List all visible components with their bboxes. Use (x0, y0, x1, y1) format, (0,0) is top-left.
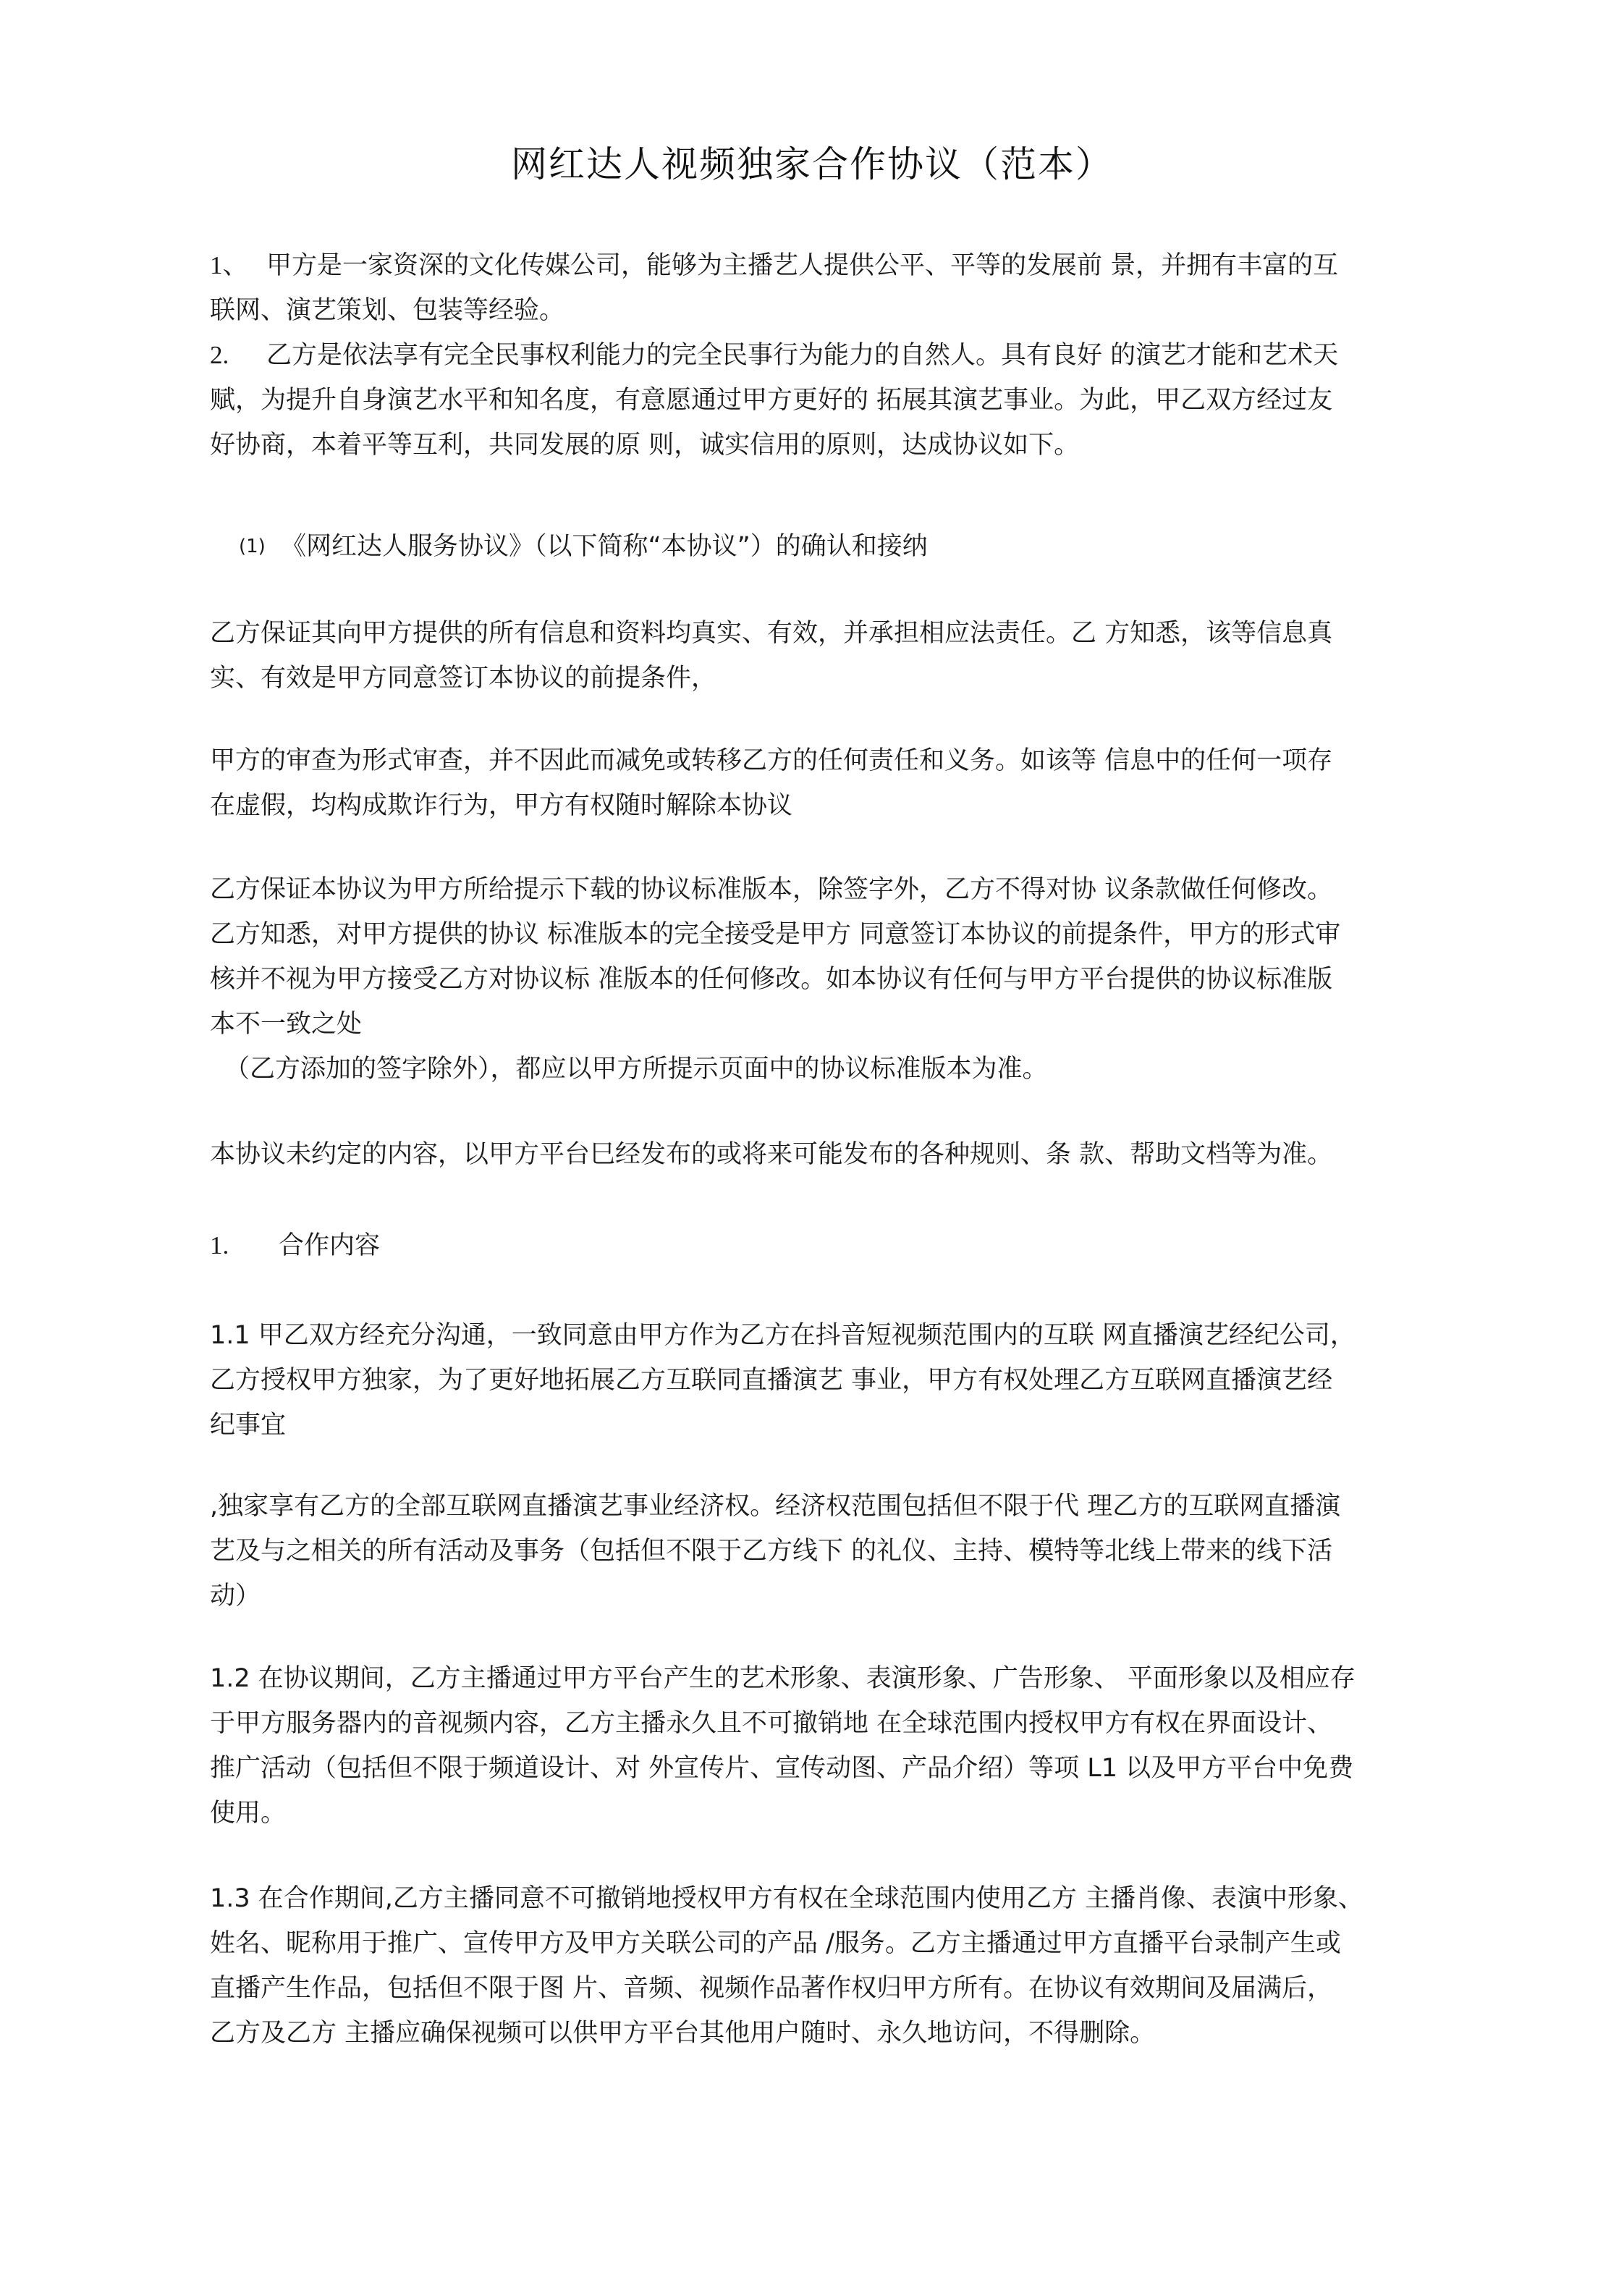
text-line: 乙方知悉，对甲方提供的协议 标准版本的完全接受是甲方 同意签订本协议的前提条件，甲方的形式审 (210, 920, 1341, 949)
section-heading (210, 1223, 1440, 1268)
text-line: 本协议未约定的内容，以甲方平台巳经发布的或将来可能发布的各种规则、条 款、帮助文档等为准。 (210, 1140, 1333, 1169)
text-line: 甲方的审查为形式审查，并不因此而减免或转移乙方的任何责任和义务。如该等 信息中的任何一项存 (210, 746, 1333, 775)
text-line: 艺及与之相关的所有活动及事务（包括但不限于乙方线下 的礼仪、主持、模特等北线上带来的线下活 (210, 1537, 1333, 1566)
text-line: 赋，为提升自身演艺水平和知名度，有意愿通过甲方更好的 拓展其演艺事业。为此，甲乙双方经过友 (210, 386, 1333, 415)
sub-heading (239, 524, 928, 569)
text-line: （乙方添加的签字除外），都应以甲方所提示页面中的协议标准版本为准。 (224, 1055, 1048, 1084)
intro-item-1 (210, 243, 1440, 333)
text-line: 姓名、昵称用于推广、宣传甲方及甲方关联公司的产品 /服务。乙方主播通过甲方直播平台录制产生或 (210, 1929, 1341, 1958)
text-line: 本不一致之处 (210, 1010, 363, 1039)
sub-heading-number: (1) (239, 536, 266, 557)
text-line: 乙方保证本协议为甲方所给提示下载的协议标准版本，除签字外，乙方不得对协 议条款做任何修改。 (210, 875, 1333, 904)
clause-1-2 (210, 1656, 1440, 1836)
text-line: 1.1 甲乙双方经充分沟通，一致同意由甲方作为乙方在抖音短视频范围内的互联 网直播演艺经纪公司， (210, 1321, 1356, 1350)
text-line: 实、有效是甲方同意签订本协议的前提条件， (210, 664, 717, 693)
text-line: 核并不视为甲方接受乙方对协议标 准版本的任何修改。如本协议有任何与甲方平台提供的协议标准版 (210, 965, 1333, 994)
text-line: 乙方授权甲方独家，为了更好地拓展乙方互联同直播演艺 事业，甲方有权处理乙方互联网直播演艺经 (210, 1366, 1333, 1395)
text-line: 1.3 在合作期间,乙方主播同意不可撤销地授权甲方有权在全球范围内使用乙方 主播肖像、表演中形象、 (210, 1884, 1364, 1913)
text-line (210, 243, 1440, 288)
paragraph-2 (210, 738, 1440, 828)
text-line: 在虚假，均构成欺诈行为，甲方有权随时解除本协议 (210, 791, 793, 820)
document-title: 网红达人视频独家合作协议（范本） (511, 143, 1113, 185)
text-line: 于甲方服务器内的音视频内容，乙方主播永久且不可撤销地 在全球范围内授权甲方有权在界面设计、 (210, 1709, 1333, 1738)
list-number: 2. (210, 341, 229, 369)
paragraph-4 (210, 1132, 1440, 1177)
text-line: 使用。 (210, 1799, 287, 1828)
text-line: 纪事宜 (210, 1411, 287, 1440)
text-line: 直播产生作品，包括但不限于图 片、音频、视频作品著作权归甲方所有。在协议有效期间及届满后， (210, 1974, 1333, 2003)
text-line (210, 333, 1440, 378)
text-line: 动） (210, 1582, 261, 1611)
intro-item-2 (210, 333, 1440, 468)
text-line: 联网、演艺策划、包装等经验。 (210, 296, 565, 325)
text-line: 好协商，本着平等互利，共同发展的原 则，诚实信用的原则，达成协议如下。 (210, 431, 1080, 460)
text-line: ,独家享有乙方的全部互联网直播演艺事业经济权。经济权范围包括但不限于代 理乙方的互联网直播演 (210, 1492, 1341, 1521)
clause-1-1 (210, 1313, 1440, 1448)
line-text: 乙方是依法享有完全民事权利能力的完全民事行为能力的自然人。具有良好 的演艺才能和艺术天 (266, 341, 1339, 370)
section-title: 合作内容 (279, 1231, 381, 1260)
clause-1-1-continued (210, 1484, 1440, 1618)
text-line: 推广活动（包括但不限于频道设计、对 外宣传片、宣传动图、产品介绍）等项 L1 以及甲方平台中免费 (210, 1754, 1354, 1783)
paragraph-1 (210, 611, 1440, 701)
text-line (210, 1223, 1440, 1268)
text-line: 1.2 在协议期间，乙方主播通过甲方平台产生的艺术形象、表演形象、广告形象、 平面形象以及相应存 (210, 1664, 1356, 1693)
sub-heading-text: 《网红达人服务协议》（以下简称“本协议”）的确认和接纳 (281, 532, 928, 561)
text-line: 乙方保证其向甲方提供的所有信息和资料均真实、有效，并承担相应法责任。乙 方知悉，该等信息真 (210, 619, 1333, 648)
clause-1-3 (210, 1876, 1440, 2056)
section-number: 1. (210, 1231, 229, 1259)
line-text: 甲方是一家资深的文化传媒公司，能够为主播艺人提供公平、平等的发展前 景，并拥有丰富的互 (266, 251, 1339, 280)
paragraph-3 (210, 867, 1440, 1092)
text-line: 乙方及乙方 主播应确保视频可以供甲方平台其他用户随时、永久地访问，不得删除。 (210, 2019, 1156, 2048)
list-number: 1、 (210, 251, 248, 279)
